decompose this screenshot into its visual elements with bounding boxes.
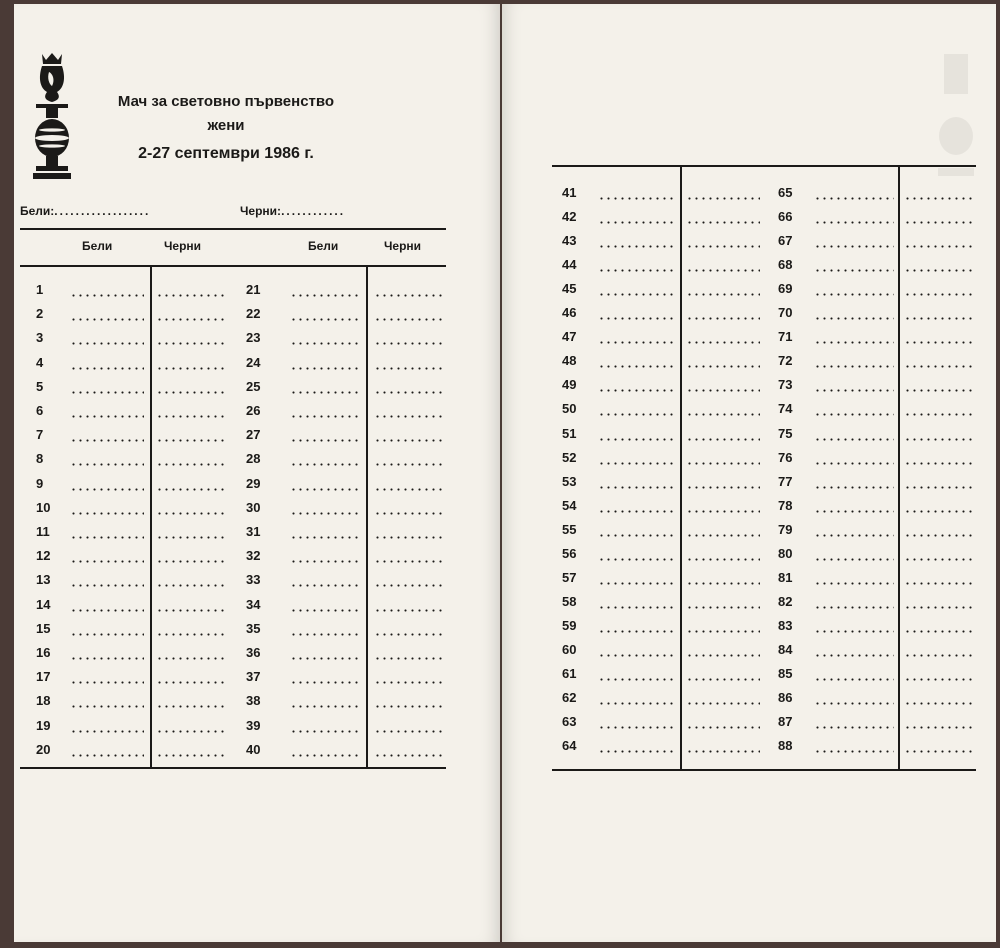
black-move-entry[interactable] (904, 750, 976, 753)
move-number: 57 (562, 569, 577, 585)
white-move-entry[interactable] (814, 341, 894, 344)
black-move-entry[interactable] (904, 558, 976, 561)
move-number: 24 (246, 354, 261, 370)
move-number: 30 (246, 499, 261, 515)
move-number: 32 (246, 548, 261, 564)
move-number: 45 (562, 281, 577, 297)
right-divider-2 (898, 167, 900, 769)
black-move-entry[interactable] (686, 702, 760, 705)
column-header-white-2: Бели (308, 239, 339, 253)
black-move-entry[interactable] (686, 510, 760, 513)
white-move-entry[interactable] (814, 750, 894, 753)
move-number: 78 (778, 497, 793, 513)
move-number: 47 (562, 329, 577, 345)
white-move-entry[interactable] (814, 510, 894, 513)
move-number: 88 (778, 738, 793, 754)
left-divider-1 (150, 267, 152, 767)
move-number: 60 (562, 641, 577, 657)
white-move-entry[interactable] (290, 415, 360, 418)
black-move-entry[interactable] (156, 536, 228, 539)
header-bottom-rule (20, 265, 446, 267)
white-move-entry[interactable] (290, 439, 360, 442)
white-move-entry[interactable] (290, 391, 360, 394)
move-number: 84 (778, 641, 793, 657)
black-move-entry[interactable] (374, 536, 442, 539)
white-move-entry[interactable] (290, 367, 360, 370)
white-move-entry[interactable] (814, 630, 894, 633)
black-move-entry[interactable] (686, 413, 760, 416)
white-move-entry[interactable] (70, 560, 144, 563)
white-move-entry[interactable] (290, 633, 360, 636)
move-number: 59 (562, 617, 577, 633)
white-move-entry[interactable] (598, 582, 676, 585)
white-move-entry[interactable] (598, 486, 676, 489)
white-move-entry[interactable] (598, 413, 676, 416)
black-move-entry[interactable] (156, 342, 228, 345)
black-player-label: Черни: (240, 204, 282, 218)
black-move-entry[interactable] (156, 488, 228, 491)
white-move-entry[interactable] (598, 534, 676, 537)
black-player-field[interactable] (240, 204, 345, 218)
move-number: 55 (562, 521, 577, 537)
header-top-rule (20, 228, 446, 230)
table-bottom-rule (20, 767, 446, 769)
white-move-entry[interactable] (598, 654, 676, 657)
move-number: 1 (36, 282, 44, 297)
move-number: 23 (246, 330, 261, 346)
move-number: 4 (36, 354, 44, 370)
move-number: 66 (778, 209, 793, 225)
white-move-entry[interactable] (814, 438, 894, 441)
move-number: 67 (778, 233, 793, 249)
move-number: 25 (246, 378, 261, 394)
black-move-entry[interactable] (686, 389, 760, 392)
black-move-entry[interactable] (686, 317, 760, 320)
move-number: 65 (778, 185, 793, 200)
move-number: 44 (562, 257, 577, 273)
white-move-entry[interactable] (598, 221, 676, 224)
black-move-entry[interactable] (686, 293, 760, 296)
white-move-entry[interactable] (814, 197, 894, 200)
move-number: 43 (562, 233, 577, 249)
white-move-entry[interactable] (70, 657, 144, 660)
move-number: 74 (778, 401, 793, 417)
white-move-entry[interactable] (814, 726, 894, 729)
black-move-entry[interactable] (374, 342, 442, 345)
white-move-entry[interactable] (598, 462, 676, 465)
black-move-entry[interactable] (904, 197, 976, 200)
move-number: 36 (246, 645, 261, 660)
black-move-entry[interactable] (374, 391, 442, 394)
black-move-entry[interactable] (156, 584, 228, 587)
move-number: 83 (778, 617, 793, 633)
black-move-entry[interactable] (156, 705, 228, 708)
white-move-entry[interactable] (598, 365, 676, 368)
white-move-entry[interactable] (290, 463, 360, 466)
move-number: 50 (562, 401, 577, 417)
move-number: 75 (778, 425, 793, 441)
black-move-entry[interactable] (686, 726, 760, 729)
white-move-entry[interactable] (290, 512, 360, 515)
move-number: 27 (246, 427, 261, 443)
white-move-entry[interactable] (814, 293, 894, 296)
move-number: 61 (562, 666, 577, 681)
move-number: 7 (36, 427, 44, 443)
black-move-entry[interactable] (686, 630, 760, 633)
title-block (86, 90, 366, 166)
move-number: 48 (562, 353, 577, 369)
white-move-entry[interactable] (70, 439, 144, 442)
white-move-entry[interactable] (290, 318, 360, 321)
move-number: 51 (562, 425, 577, 441)
black-move-entry[interactable] (686, 341, 760, 344)
white-move-entry[interactable] (814, 462, 894, 465)
move-number: 58 (562, 593, 577, 609)
white-move-entry[interactable] (598, 341, 676, 344)
black-move-entry[interactable] (374, 463, 442, 466)
move-number: 71 (778, 329, 793, 345)
white-move-entry[interactable] (290, 681, 360, 684)
white-move-entry[interactable] (70, 536, 144, 539)
black-move-entry[interactable] (686, 438, 760, 441)
move-number: 9 (36, 475, 44, 491)
black-move-entry[interactable] (374, 609, 442, 612)
white-move-entry[interactable] (70, 415, 144, 418)
move-number: 86 (778, 690, 793, 706)
chess-queen-icon (32, 52, 72, 184)
white-player-field[interactable] (20, 204, 150, 218)
black-move-entry[interactable] (686, 486, 760, 489)
white-move-entry[interactable] (598, 389, 676, 392)
white-move-entry[interactable] (814, 486, 894, 489)
move-number: 77 (778, 473, 793, 489)
white-player-dots: .................. (54, 204, 151, 218)
white-move-entry[interactable] (290, 584, 360, 587)
black-move-entry[interactable] (156, 633, 228, 636)
move-number: 70 (778, 305, 793, 321)
black-move-entry[interactable] (904, 582, 976, 585)
white-move-entry[interactable] (70, 681, 144, 684)
white-move-entry[interactable] (70, 294, 144, 297)
white-move-entry[interactable] (70, 584, 144, 587)
white-move-entry[interactable] (290, 294, 360, 297)
move-number: 38 (246, 693, 261, 709)
white-move-entry[interactable] (598, 702, 676, 705)
move-number: 53 (562, 473, 577, 489)
black-move-entry[interactable] (904, 534, 976, 537)
move-number: 69 (778, 281, 793, 297)
move-number: 18 (36, 693, 51, 709)
move-number: 15 (36, 620, 51, 636)
black-move-entry[interactable] (904, 389, 976, 392)
move-number: 29 (246, 475, 261, 491)
black-move-entry[interactable] (156, 318, 228, 321)
right-page (502, 4, 996, 942)
black-move-entry[interactable] (156, 367, 228, 370)
move-number: 46 (562, 305, 577, 321)
white-move-entry[interactable] (70, 705, 144, 708)
white-move-entry[interactable] (814, 654, 894, 657)
white-move-entry[interactable] (814, 582, 894, 585)
white-move-entry[interactable] (70, 512, 144, 515)
white-move-entry[interactable] (70, 463, 144, 466)
black-move-entry[interactable] (904, 365, 976, 368)
black-move-entry[interactable] (904, 726, 976, 729)
black-move-entry[interactable] (156, 415, 228, 418)
move-number: 41 (562, 185, 577, 200)
move-number: 68 (778, 257, 793, 273)
move-number: 6 (36, 403, 44, 418)
move-number: 2 (36, 306, 44, 322)
white-move-entry[interactable] (814, 606, 894, 609)
move-number: 26 (246, 403, 261, 418)
white-move-entry[interactable] (814, 413, 894, 416)
white-move-entry[interactable] (70, 391, 144, 394)
right-table-bottom-rule (552, 769, 976, 771)
black-move-entry[interactable] (374, 560, 442, 563)
move-number: 40 (246, 741, 261, 757)
black-move-entry[interactable] (904, 413, 976, 416)
white-move-entry[interactable] (814, 269, 894, 272)
move-number: 87 (778, 714, 793, 730)
white-move-entry[interactable] (70, 318, 144, 321)
black-move-entry[interactable] (904, 630, 976, 633)
white-move-entry[interactable] (598, 678, 676, 681)
black-move-entry[interactable] (686, 245, 760, 248)
white-move-entry[interactable] (598, 245, 676, 248)
right-table-top-rule (552, 165, 976, 167)
white-move-entry[interactable] (814, 221, 894, 224)
move-number: 5 (36, 378, 44, 394)
white-move-entry[interactable] (598, 750, 676, 753)
move-number: 10 (36, 499, 51, 515)
white-move-entry[interactable] (290, 754, 360, 757)
title-line-2: жени (207, 117, 245, 134)
black-move-entry[interactable] (374, 294, 442, 297)
move-number: 12 (36, 548, 51, 564)
move-number: 21 (246, 282, 261, 297)
white-move-entry[interactable] (290, 560, 360, 563)
black-move-entry[interactable] (374, 367, 442, 370)
move-number: 56 (562, 545, 577, 561)
move-number: 54 (562, 497, 577, 513)
white-move-entry[interactable] (598, 197, 676, 200)
black-move-entry[interactable] (156, 512, 228, 515)
white-move-entry[interactable] (814, 389, 894, 392)
column-header-white-1: Бели (82, 239, 113, 253)
black-move-entry[interactable] (374, 657, 442, 660)
white-move-entry[interactable] (598, 269, 676, 272)
move-number: 20 (36, 741, 51, 757)
show-through-logo-icon (936, 50, 976, 182)
white-move-entry[interactable] (598, 726, 676, 729)
black-move-entry[interactable] (374, 318, 442, 321)
black-move-entry[interactable] (374, 681, 442, 684)
black-move-entry[interactable] (686, 269, 760, 272)
move-number: 49 (562, 377, 577, 393)
white-move-entry[interactable] (598, 510, 676, 513)
left-page (14, 4, 500, 942)
black-move-entry[interactable] (686, 534, 760, 537)
white-move-entry[interactable] (70, 367, 144, 370)
move-number: 82 (778, 593, 793, 609)
move-number: 34 (246, 596, 261, 612)
black-move-entry[interactable] (904, 702, 976, 705)
black-move-entry[interactable] (156, 681, 228, 684)
black-move-entry[interactable] (374, 705, 442, 708)
black-move-entry[interactable] (374, 415, 442, 418)
white-move-entry[interactable] (290, 705, 360, 708)
black-move-entry[interactable] (156, 391, 228, 394)
black-move-entry[interactable] (904, 486, 976, 489)
move-number: 73 (778, 377, 793, 393)
move-number: 81 (778, 569, 793, 585)
white-move-entry[interactable] (598, 630, 676, 633)
black-player-dots: ............ (281, 204, 346, 218)
move-number: 31 (246, 524, 261, 539)
move-number: 76 (778, 449, 793, 465)
move-number: 39 (246, 717, 261, 733)
black-move-entry[interactable] (904, 654, 976, 657)
column-header-black-2: Черни (384, 239, 422, 253)
white-move-entry[interactable] (70, 609, 144, 612)
white-move-entry[interactable] (70, 488, 144, 491)
title-line-1: Мач за световно първенство (117, 93, 335, 110)
black-move-entry[interactable] (156, 730, 228, 733)
right-divider-1 (680, 167, 682, 769)
black-move-entry[interactable] (686, 582, 760, 585)
black-move-entry[interactable] (156, 560, 228, 563)
white-move-entry[interactable] (70, 633, 144, 636)
white-move-entry[interactable] (70, 730, 144, 733)
move-number: 3 (36, 330, 44, 346)
black-move-entry[interactable] (374, 754, 442, 757)
white-move-entry[interactable] (814, 365, 894, 368)
white-move-entry[interactable] (814, 678, 894, 681)
white-move-entry[interactable] (814, 702, 894, 705)
move-number: 52 (562, 449, 577, 465)
black-move-entry[interactable] (374, 584, 442, 587)
white-move-entry[interactable] (814, 245, 894, 248)
black-move-entry[interactable] (904, 245, 976, 248)
black-move-entry[interactable] (374, 512, 442, 515)
column-header-black-1: Черни (164, 239, 202, 253)
white-move-entry[interactable] (814, 558, 894, 561)
move-number: 37 (246, 669, 261, 685)
move-number: 33 (246, 572, 261, 588)
move-number: 42 (562, 209, 577, 225)
black-move-entry[interactable] (904, 462, 976, 465)
black-move-entry[interactable] (686, 606, 760, 609)
black-move-entry[interactable] (156, 609, 228, 612)
black-move-entry[interactable] (374, 488, 442, 491)
move-number: 35 (246, 620, 261, 636)
move-number: 64 (562, 738, 577, 754)
black-move-entry[interactable] (904, 221, 976, 224)
white-player-label: Бели: (20, 204, 55, 218)
white-move-entry[interactable] (290, 536, 360, 539)
white-move-entry[interactable] (290, 488, 360, 491)
move-number: 79 (778, 521, 793, 537)
move-number: 14 (36, 596, 51, 612)
white-move-entry[interactable] (598, 317, 676, 320)
move-number: 16 (36, 645, 51, 660)
move-number: 28 (246, 451, 261, 467)
white-move-entry[interactable] (70, 342, 144, 345)
black-move-entry[interactable] (904, 341, 976, 344)
black-move-entry[interactable] (904, 438, 976, 441)
left-divider-2 (366, 267, 368, 767)
match-dates: 2-27 септември 1986 г. (138, 145, 314, 162)
move-number: 13 (36, 572, 51, 588)
black-move-entry[interactable] (904, 317, 976, 320)
white-move-entry[interactable] (598, 606, 676, 609)
black-move-entry[interactable] (374, 730, 442, 733)
black-move-entry[interactable] (904, 269, 976, 272)
move-number: 72 (778, 353, 793, 369)
black-move-entry[interactable] (904, 293, 976, 296)
move-number: 8 (36, 451, 44, 467)
move-number: 85 (778, 666, 793, 681)
move-number: 17 (36, 669, 51, 685)
black-move-entry[interactable] (156, 754, 228, 757)
black-move-entry[interactable] (156, 294, 228, 297)
white-move-entry[interactable] (290, 342, 360, 345)
move-number: 80 (778, 545, 793, 561)
black-move-entry[interactable] (686, 678, 760, 681)
black-move-entry[interactable] (686, 558, 760, 561)
white-move-entry[interactable] (814, 534, 894, 537)
move-number: 11 (36, 524, 50, 539)
white-move-entry[interactable] (598, 558, 676, 561)
white-move-entry[interactable] (290, 730, 360, 733)
black-move-entry[interactable] (374, 439, 442, 442)
black-move-entry[interactable] (686, 365, 760, 368)
white-move-entry[interactable] (290, 609, 360, 612)
move-number: 63 (562, 714, 577, 730)
black-move-entry[interactable] (904, 678, 976, 681)
move-number: 19 (36, 717, 51, 733)
black-move-entry[interactable] (904, 510, 976, 513)
black-move-entry[interactable] (686, 654, 760, 657)
black-move-entry[interactable] (156, 439, 228, 442)
black-move-entry[interactable] (686, 750, 760, 753)
white-move-entry[interactable] (598, 293, 676, 296)
black-move-entry[interactable] (374, 633, 442, 636)
black-move-entry[interactable] (156, 657, 228, 660)
black-move-entry[interactable] (686, 197, 760, 200)
black-move-entry[interactable] (686, 462, 760, 465)
black-move-entry[interactable] (904, 606, 976, 609)
white-move-entry[interactable] (70, 754, 144, 757)
white-move-entry[interactable] (290, 657, 360, 660)
black-move-entry[interactable] (156, 463, 228, 466)
move-number: 62 (562, 690, 577, 706)
move-number: 22 (246, 306, 261, 322)
black-move-entry[interactable] (686, 221, 760, 224)
white-move-entry[interactable] (814, 317, 894, 320)
white-move-entry[interactable] (598, 438, 676, 441)
